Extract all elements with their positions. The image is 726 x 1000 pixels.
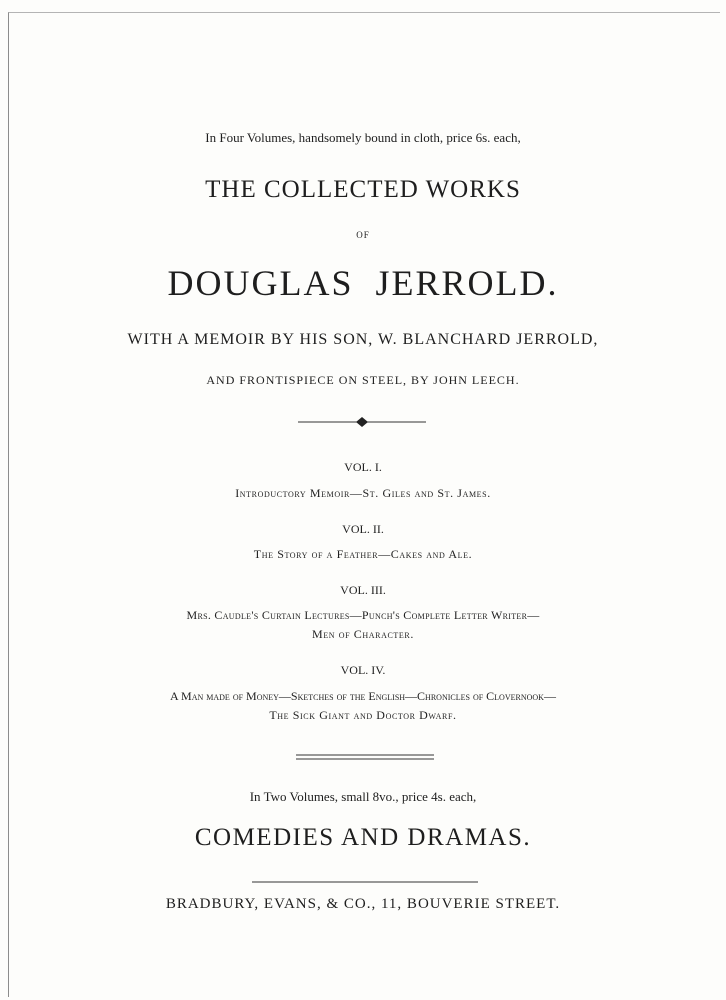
frontispiece-line: AND FRONTISPIECE ON STEEL, BY JOHN LEECH. — [206, 373, 520, 387]
second-note: In Two Volumes, small 8vo., price 4s. each, — [249, 789, 477, 804]
author-name: DOUGLAS JERROLD. — [167, 263, 559, 303]
vol-1-label: VOL. I. — [344, 460, 382, 474]
vol-3-label: VOL. III. — [340, 583, 386, 597]
publisher-rule — [252, 880, 480, 884]
vol-3-contents-cont: Men of Character. — [312, 627, 414, 641]
vol-4-contents: A Man made of Money—Sketches of the English—Chronicles of Clovernook— — [170, 689, 556, 703]
vol-3-contents: Mrs. Caudle's Curtain Lectures—Punch's Complete Letter Writer— — [186, 608, 540, 622]
header-note: In Four Volumes, handsomely bound in cloth, price 6s. each, — [205, 130, 521, 145]
memoir-line: WITH A MEMOIR BY HIS SON, W. BLANCHARD JERROLD, — [127, 331, 599, 348]
publisher-imprint: BRADBURY, EVANS, & CO., 11, BOUVERIE STREET. — [165, 896, 561, 912]
title: THE COLLECTED WORKS — [205, 176, 521, 203]
vol-4-contents-cont: The Sick Giant and Doctor Dwarf. — [269, 708, 457, 722]
vol-4-label: VOL. IV. — [340, 663, 386, 677]
comedies-title: COMEDIES AND DRAMAS. — [194, 824, 532, 851]
vol-2-label: VOL. II. — [342, 522, 384, 536]
of-label: OF — [356, 230, 370, 240]
vol-1-contents: Introductory Memoir—St. Giles and St. James. — [235, 486, 491, 500]
double-rule — [296, 753, 436, 761]
vol-2-contents: The Story of a Feather—Cakes and Ale. — [253, 547, 473, 561]
ornamental-rule — [298, 416, 428, 428]
